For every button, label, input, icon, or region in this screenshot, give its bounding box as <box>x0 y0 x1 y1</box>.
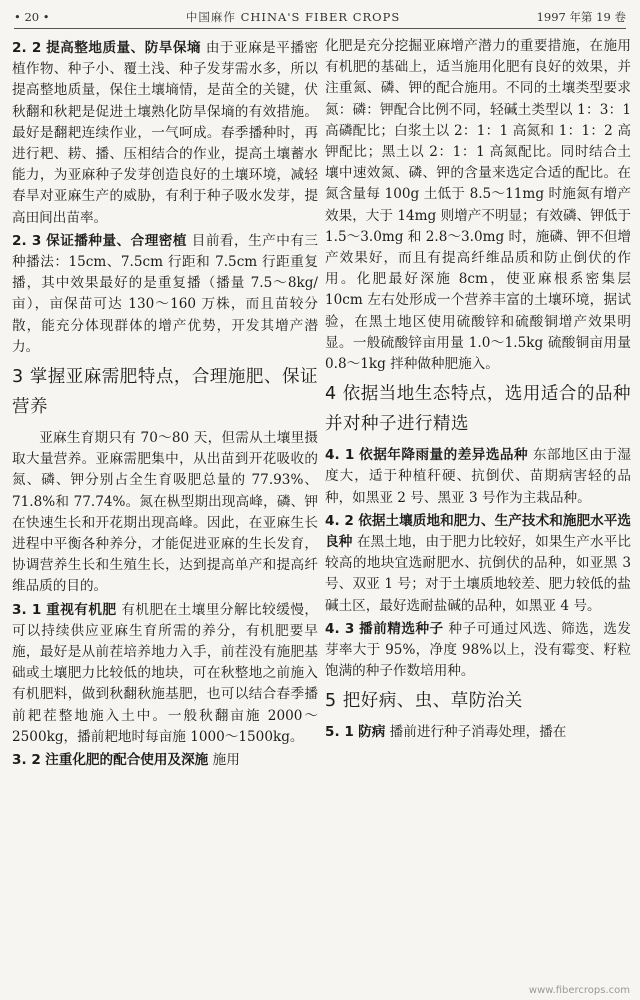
section-3-heading: 3 掌握亚麻需肥特点，合理施肥、保证营养 <box>12 367 318 418</box>
page-header <box>14 6 626 29</box>
page-number: • 20 • <box>14 10 50 24</box>
section-3-2-continued: 化肥是充分挖掘亚麻增产潜力的重要措施，在施用有机肥的基础上，适当施用化肥有良好的效果，并注重氮、磷、钾的配合施用。不同的土壤类型要求氮：磷：钾配合比例不同，轻碱土类型以 1：3：1 高磷配比；白浆土以 2：1：1 高氮和 1：1：2 高钾配比；黑土以 2：1：1 高氮配比。同时结合土壤中速效氮、磷、钾的含量来选定合适的配比。在氮含量每 100g 土低于 8.5～11mg 时施氮有增产效果，大于 14mg 则增产不明显；有效磷、钾低于 1.5～3.0mg 和 2.8～3.0mg 时，施磷、钾不但增产效果好，而且有提高纤维品质和防止倒伏的作用。化肥最好深施 8cm，使亚麻根系密集层 10cm 左右处形成一个营养丰富的土壤环境，据试验，在黑土地区使用硫酸锌和硫酸铜增产效果明显。一般硫酸锌亩用量 1.0～1.5kg 硫酸铜亩用量 0.8～1kg 拌种做种肥施入。 <box>325 38 631 373</box>
section-2-2-number: 2. 2 <box>12 40 42 56</box>
issue-info: 1997 年第 19 卷 <box>536 10 626 24</box>
section-5-heading: 5 把好病、虫、草防治关 <box>325 691 523 712</box>
section-4-2 <box>325 511 631 617</box>
section-4-heading: 4 依据当地生态特点，选用适合的品种并对种子进行精选 <box>325 384 631 435</box>
watermark-text: www.fibercrops.com <box>528 985 630 996</box>
section-3-2 <box>12 750 318 771</box>
section-2-2 <box>12 38 318 229</box>
section-5-1-body: 播前进行种子消毒处理，播在 <box>389 724 567 741</box>
section-2-3 <box>12 231 318 358</box>
journal-name: 中国麻作 CHINA'S FIBER CROPS <box>185 10 401 24</box>
section-4-1-number: 4. 1 <box>325 447 355 464</box>
right-column <box>325 36 631 1000</box>
section-4-2-title: 依据土壤质地和肥力、生产技术和施肥水平选良种 <box>325 512 631 551</box>
section-4-2-number: 4. 2 <box>325 512 354 529</box>
section-4-2-body: 在黑土地，由于肥力比较好，如果生产水平比较高的地块宜选耐肥水、抗倒伏的品种，如亚黑 3 号、双亚 1 号；对于土壤质地较差、肥力较低的盐碱土区，最好选耐盐碱的品种，如黑亚 4 号。 <box>325 534 632 614</box>
section-3-1-title: 重视有机肥 <box>46 601 117 618</box>
section-2-3-number: 2. 3 <box>12 232 42 249</box>
section-4-3-title: 播前精选种子 <box>359 620 444 637</box>
section-2-3-title: 保证播种量、合理密植 <box>46 232 187 249</box>
section-2-3-body: 目前看，生产中有三种播法：15cm、7.5cm 行距和 7.5cm 行距重复播，其中效果最好的是重复播（播量 7.5～8kg/亩），亩保苗可达 130～160 万株，而且苗较分散，能充分体现群体的增产优势，开发其增产潜力。 <box>12 232 318 355</box>
section-4-3 <box>325 619 631 683</box>
section-2-2-title: 提高整地质量、防旱保墒 <box>46 40 202 56</box>
section-5-1-title: 防病 <box>358 724 386 741</box>
section-3-body: 亚麻生育期只有 70～80 天，但需从土壤里摄取大量营养。亚麻需肥集中，从出苗到开花吸收的氮、磷、钾分别占全生育吸肥总量的 77.93%、71.8%和 77.74%。氮在枞型期出现高峰，磷、钾在快速生长和开花期出现高峰。因此，在亚麻生长进程中平衡各种养分，才能促进亚麻的生长发育，协调营养生长和生殖生长，达到提高单产和提高纤维品质的目的。 <box>12 430 318 595</box>
section-4-1 <box>325 445 631 509</box>
left-column <box>12 36 318 1000</box>
section-4-1-body: 东部地区由于湿度大，适于种植秆硬、抗倒伏、苗期病害轻的品种，如黑亚 2 号、黑亚 3 号作为主栽品种。 <box>325 447 632 506</box>
section-5-1-number: 5. 1 <box>325 724 354 741</box>
section-3-1 <box>12 600 318 748</box>
section-5-1 <box>325 722 631 743</box>
section-4-3-body: 种子可通过风选、筛选，选发芽率大于 95%，净度 98%以上，没有霉变、籽粒饱满的种子作数培用种。 <box>325 620 632 680</box>
section-3-1-number: 3. 1 <box>12 601 42 618</box>
section-4-3-number: 4. 3 <box>325 620 355 637</box>
section-3-2-number: 3. 2 <box>12 752 41 769</box>
section-3-2-body: 施用 <box>212 752 240 769</box>
section-4-1-title: 依据年降雨量的差异选品种 <box>359 447 529 464</box>
section-2-2-body: 由于亚麻是平播密植作物、种子小、覆土浅、种子发芽需水多，所以提高整地质量，保住土壤墒情，是苗全的关键，伏秋翻和秋耙是促进土壤熟化防旱保墒的有效措施。最好是翻耙连续作业，一气呵成。春季播种时，再进行耙、耢、播、压相结合的作业，提高土壤蓄水能力，为亚麻种子发芽创造良好的土壤环境，减轻春旱对亚麻生产的威胁，有利于种子吸水发芽，提高田间出苗率。 <box>12 40 319 226</box>
section-3-1-body: 有机肥在土壤里分解比较缓慢，可以持续供应亚麻生育所需的养分，有机肥要早施，最好是从前茬培养地力入手，前茬没有施肥基础或土壤肥力比较低的地块，可在秋整地之前施入有机肥料，做到秋翻秋施基肥，也可以结合春季播前耙茬整地施入土中。一般秋翻亩施 2000～2500kg，播前耙地时每亩施 1000～1500kg。 <box>12 601 318 745</box>
section-3-2-title: 注重化肥的配合使用及深施 <box>45 752 209 769</box>
